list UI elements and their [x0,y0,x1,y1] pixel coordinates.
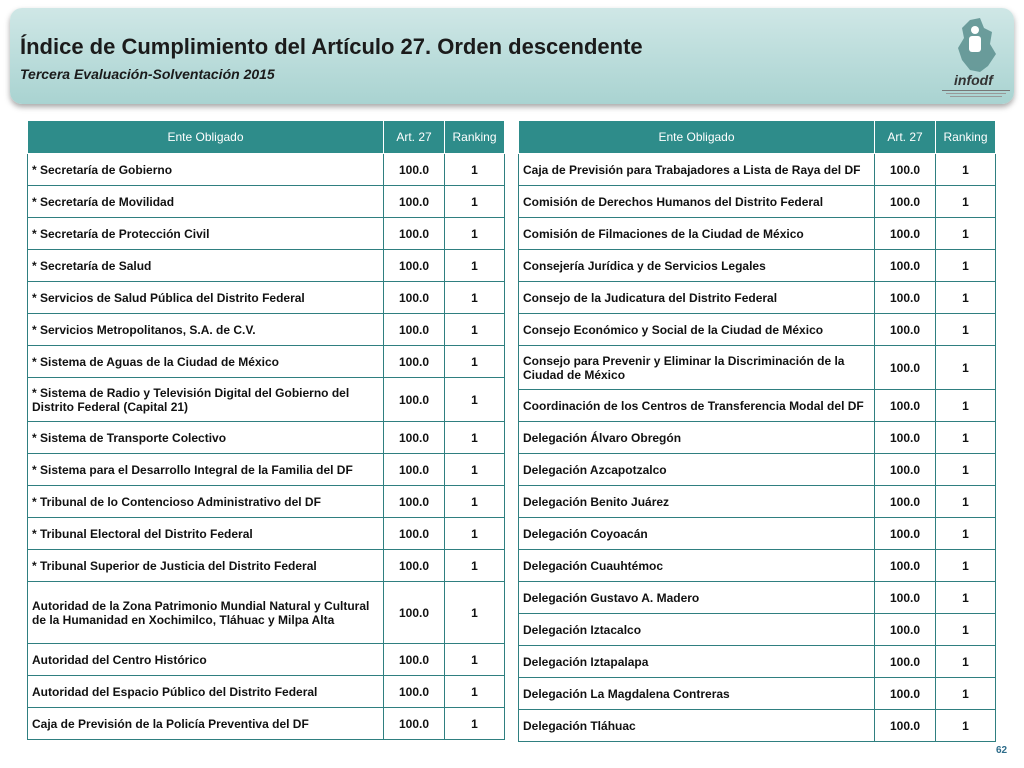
cell-ranking: 1 [936,646,996,678]
cell-ente-obligado: Delegación Benito Juárez [519,486,875,518]
cell-ente-obligado: * Sistema de Radio y Televisión Digital del Gobierno del Distrito Federal (Capital 21) [28,378,384,422]
header-ente-obligado: Ente Obligado [519,121,875,154]
table-row [519,314,996,346]
cell-ente-obligado: Delegación Azcapotzalco [519,454,875,486]
table-row [28,518,505,550]
cell-ente-obligado: Autoridad de la Zona Patrimonio Mundial Natural y Cultural de la Humanidad en Xochimilco, Tláhuac y Milpa Alta [28,582,384,644]
table-row [519,186,996,218]
cell-ranking: 1 [445,644,505,676]
table-row [28,154,505,186]
table-row [28,422,505,454]
cell-art-27: 100.0 [875,346,936,390]
cell-ranking: 1 [936,314,996,346]
cell-ente-obligado: Autoridad del Espacio Público del Distrito Federal [28,676,384,708]
cell-ente-obligado: * Tribunal Superior de Justicia del Distrito Federal [28,550,384,582]
cell-ranking: 1 [445,346,505,378]
table-row [519,422,996,454]
cell-ranking: 1 [936,550,996,582]
cell-ranking: 1 [445,550,505,582]
table-row [519,154,996,186]
cell-ranking: 1 [936,186,996,218]
cell-ente-obligado: * Servicios Metropolitanos, S.A. de C.V. [28,314,384,346]
cell-art-27: 100.0 [875,646,936,678]
cell-art-27: 100.0 [875,550,936,582]
table-row [28,486,505,518]
cell-ranking: 1 [936,614,996,646]
cell-art-27: 100.0 [875,154,936,186]
table-row [28,454,505,486]
table-row [28,378,505,422]
table-row [519,550,996,582]
cell-art-27: 100.0 [384,708,445,740]
cell-art-27: 100.0 [875,390,936,422]
cell-ente-obligado: * Servicios de Salud Pública del Distrito Federal [28,282,384,314]
cell-ente-obligado: Caja de Previsión de la Policía Preventiva del DF [28,708,384,740]
cell-art-27: 100.0 [384,186,445,218]
cell-ente-obligado: Delegación Coyoacán [519,518,875,550]
cell-art-27: 100.0 [875,186,936,218]
cell-art-27: 100.0 [875,486,936,518]
cell-ranking: 1 [445,676,505,708]
table-row [28,218,505,250]
cell-art-27: 100.0 [384,518,445,550]
cell-ranking: 1 [936,390,996,422]
cell-art-27: 100.0 [875,518,936,550]
cell-art-27: 100.0 [384,582,445,644]
cell-ente-obligado: Delegación La Magdalena Contreras [519,678,875,710]
table-row [519,710,996,742]
header-ranking: Ranking [445,121,505,154]
table-row [519,390,996,422]
cell-ente-obligado: * Secretaría de Salud [28,250,384,282]
header-ente-obligado: Ente Obligado [28,121,384,154]
cell-ranking: 1 [936,678,996,710]
cell-ente-obligado: Consejo para Prevenir y Eliminar la Discriminación de la Ciudad de México [519,346,875,390]
cell-ranking: 1 [445,708,505,740]
cell-ranking: 1 [936,518,996,550]
cell-ente-obligado: * Secretaría de Gobierno [28,154,384,186]
table-row [519,250,996,282]
cell-art-27: 100.0 [875,422,936,454]
table-row [519,614,996,646]
cell-ente-obligado: Autoridad del Centro Histórico [28,644,384,676]
page-subtitle: Tercera Evaluación-Solventación 2015 [20,66,275,82]
header-ranking: Ranking [936,121,996,154]
page-title: Índice de Cumplimiento del Artículo 27. Orden descendente [20,34,643,59]
cell-art-27: 100.0 [384,250,445,282]
cell-ente-obligado: Delegación Cuauhtémoc [519,550,875,582]
cell-art-27: 100.0 [384,422,445,454]
cell-ranking: 1 [445,314,505,346]
logo-fineprint-icon [942,88,1010,98]
cell-ranking: 1 [445,582,505,644]
cell-ranking: 1 [936,282,996,314]
header-art-27: Art. 27 [384,121,445,154]
cell-ente-obligado: * Secretaría de Movilidad [28,186,384,218]
cell-art-27: 100.0 [875,454,936,486]
cell-ente-obligado: * Tribunal de lo Contencioso Administrativo del DF [28,486,384,518]
cell-ente-obligado: Comisión de Filmaciones de la Ciudad de México [519,218,875,250]
table-row [28,644,505,676]
cell-ente-obligado: Delegación Gustavo A. Madero [519,582,875,614]
cell-ranking: 1 [445,422,505,454]
cell-art-27: 100.0 [384,154,445,186]
cell-art-27: 100.0 [384,378,445,422]
cell-ente-obligado: Consejería Jurídica y de Servicios Legales [519,250,875,282]
cell-ranking: 1 [445,282,505,314]
cell-ente-obligado: Delegación Tláhuac [519,710,875,742]
cell-art-27: 100.0 [875,250,936,282]
right-compliance-table [518,120,996,742]
table-row [28,582,505,644]
cell-ranking: 1 [936,710,996,742]
header-art-27: Art. 27 [875,121,936,154]
table-row [519,346,996,390]
left-compliance-table [27,120,505,740]
cell-art-27: 100.0 [875,582,936,614]
cell-ranking: 1 [936,250,996,282]
cell-ente-obligado: Coordinación de los Centros de Transferencia Modal del DF [519,390,875,422]
table-row [519,282,996,314]
cell-art-27: 100.0 [875,314,936,346]
cell-ranking: 1 [936,582,996,614]
cell-art-27: 100.0 [384,346,445,378]
cell-ente-obligado: Consejo de la Judicatura del Distrito Federal [519,282,875,314]
cell-ente-obligado: * Sistema de Transporte Colectivo [28,422,384,454]
cell-ranking: 1 [445,154,505,186]
cell-ranking: 1 [936,422,996,454]
cell-art-27: 100.0 [384,676,445,708]
cell-art-27: 100.0 [875,710,936,742]
cell-ranking: 1 [936,154,996,186]
table-row [519,218,996,250]
table-header-row [519,121,996,154]
cell-ente-obligado: * Secretaría de Protección Civil [28,218,384,250]
table-row [28,282,505,314]
cell-ranking: 1 [936,486,996,518]
cell-ranking: 1 [445,186,505,218]
cell-art-27: 100.0 [384,454,445,486]
cell-ente-obligado: Comisión de Derechos Humanos del Distrito Federal [519,186,875,218]
cell-art-27: 100.0 [384,644,445,676]
cell-art-27: 100.0 [875,282,936,314]
cell-ranking: 1 [936,218,996,250]
cell-ranking: 1 [445,486,505,518]
cell-ente-obligado: Delegación Iztacalco [519,614,875,646]
cell-ranking: 1 [936,454,996,486]
cell-art-27: 100.0 [384,282,445,314]
cell-ente-obligado: Caja de Previsión para Trabajadores a Lista de Raya del DF [519,154,875,186]
cell-ente-obligado: * Sistema de Aguas de la Ciudad de México [28,346,384,378]
cell-ranking: 1 [445,518,505,550]
table-row [28,186,505,218]
cell-art-27: 100.0 [875,678,936,710]
cell-ente-obligado: Consejo Económico y Social de la Ciudad de México [519,314,875,346]
cell-ente-obligado: * Sistema para el Desarrollo Integral de la Familia del DF [28,454,384,486]
cell-art-27: 100.0 [384,550,445,582]
table-row [519,582,996,614]
table-row [28,676,505,708]
table-row [28,314,505,346]
cell-ranking: 1 [445,454,505,486]
cell-ente-obligado: Delegación Iztapalapa [519,646,875,678]
table-row [519,646,996,678]
table-row [28,250,505,282]
table-row [519,454,996,486]
cell-art-27: 100.0 [875,218,936,250]
cell-art-27: 100.0 [875,614,936,646]
cell-ranking: 1 [445,250,505,282]
cell-ranking: 1 [936,346,996,390]
cell-ranking: 1 [445,218,505,250]
cell-ente-obligado: * Tribunal Electoral del Distrito Federal [28,518,384,550]
table-row [519,678,996,710]
logo-wordmark: infodf [954,72,993,88]
cell-art-27: 100.0 [384,486,445,518]
table-row [28,708,505,740]
table-row [28,346,505,378]
table-header-row [28,121,505,154]
cell-ente-obligado: Delegación Álvaro Obregón [519,422,875,454]
table-row [28,550,505,582]
cell-art-27: 100.0 [384,314,445,346]
cell-art-27: 100.0 [384,218,445,250]
table-row [519,518,996,550]
table-row [519,486,996,518]
page-number: 62 [996,745,1008,756]
cell-ranking: 1 [445,378,505,422]
